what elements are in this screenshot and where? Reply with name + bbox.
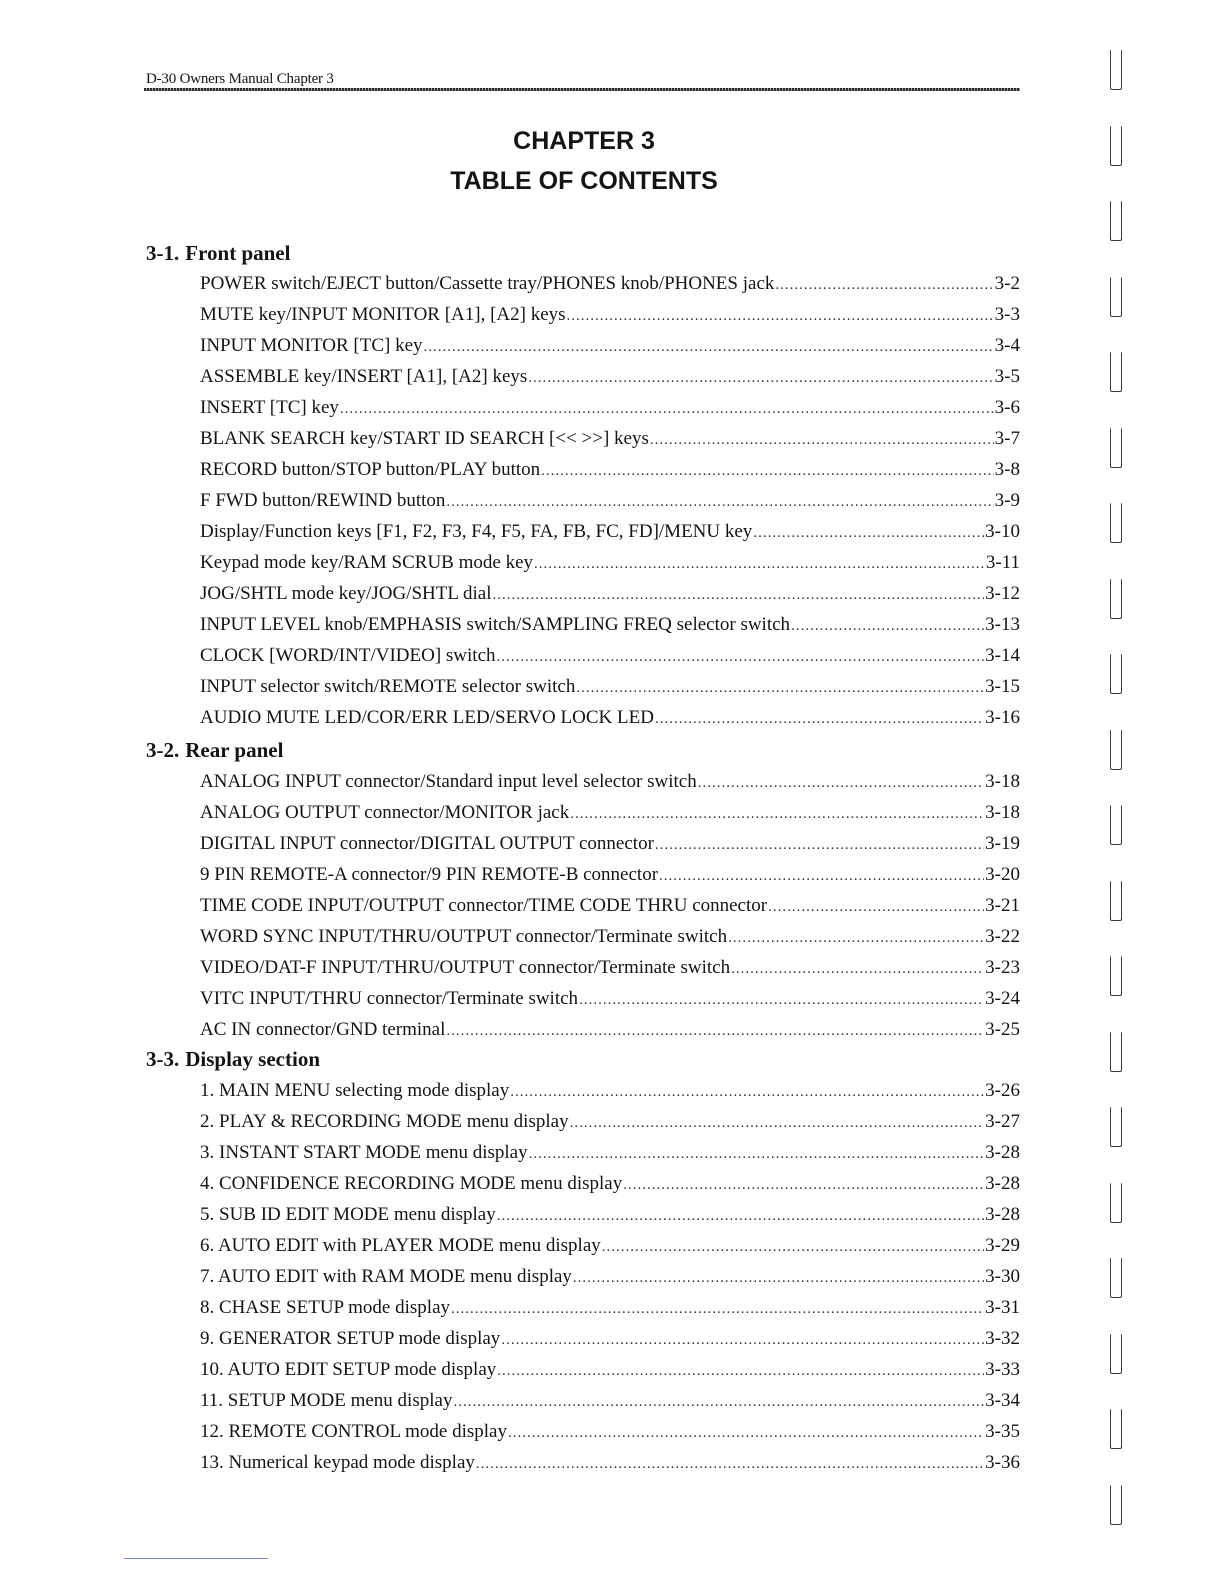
binder-hole bbox=[1110, 1485, 1122, 1525]
toc-entry-title: AUDIO MUTE LED/COR/ERR LED/SERVO LOCK LED bbox=[200, 707, 654, 728]
toc-entry-page: 3-25 bbox=[985, 1019, 1020, 1040]
section-title: Rear panel bbox=[185, 738, 284, 762]
binder-hole bbox=[1110, 352, 1122, 392]
binder-hole bbox=[1110, 1183, 1122, 1223]
toc-entry-title: F FWD button/REWIND button bbox=[200, 490, 446, 511]
chapter-title: CHAPTER 3 bbox=[513, 127, 655, 155]
toc-entry-page: 3-21 bbox=[985, 895, 1020, 916]
dot-leader bbox=[501, 1332, 984, 1349]
toc-entry-page: 3-22 bbox=[985, 926, 1020, 947]
toc-entry-title: ANALOG OUTPUT connector/MONITOR jack bbox=[200, 802, 570, 823]
toc-entry-page: 3-6 bbox=[994, 397, 1020, 418]
dot-leader bbox=[476, 1456, 984, 1473]
toc-entry[interactable] bbox=[200, 1421, 1020, 1445]
toc-entry-page: 3-26 bbox=[985, 1080, 1020, 1101]
toc-entry[interactable] bbox=[200, 1235, 1020, 1259]
dot-leader bbox=[453, 1394, 984, 1411]
toc-entry[interactable] bbox=[200, 802, 1020, 826]
toc-entry[interactable] bbox=[200, 1173, 1020, 1197]
binder-hole bbox=[1110, 1409, 1122, 1449]
toc-entry[interactable] bbox=[200, 1452, 1020, 1476]
toc-entry-title: Display/Function keys [F1, F2, F3, F4, F5, FA, FB, FC, FD]/MENU key bbox=[200, 521, 753, 542]
toc-entry-page: 3-31 bbox=[985, 1297, 1020, 1318]
dot-leader bbox=[768, 899, 984, 916]
toc-entry-page: 3-24 bbox=[985, 988, 1020, 1009]
toc-entry[interactable] bbox=[200, 833, 1020, 857]
toc-entry-page: 3-33 bbox=[985, 1359, 1020, 1380]
dot-leader bbox=[534, 556, 985, 573]
toc-entry-page: 3-3 bbox=[994, 304, 1020, 325]
dot-leader bbox=[529, 1146, 985, 1163]
toc-entry-title: 4. CONFIDENCE RECORDING MODE menu display bbox=[200, 1173, 623, 1194]
dot-leader bbox=[659, 868, 984, 885]
toc-entry[interactable] bbox=[200, 490, 1020, 514]
binder-hole bbox=[1110, 1032, 1122, 1072]
binder-hole bbox=[1110, 730, 1122, 770]
toc-entry-page: 3-28 bbox=[985, 1204, 1020, 1225]
dot-leader bbox=[573, 1270, 984, 1287]
toc-entry-page: 3-8 bbox=[994, 459, 1020, 480]
toc-entry-page: 3-13 bbox=[985, 614, 1020, 635]
toc-entry[interactable] bbox=[200, 366, 1020, 390]
toc-entry-title: INSERT [TC] key bbox=[200, 397, 339, 418]
toc-entry-page: 3-36 bbox=[985, 1452, 1020, 1473]
toc-entry-title: INPUT selector switch/REMOTE selector switch bbox=[200, 676, 576, 697]
dot-leader bbox=[424, 339, 994, 356]
toc-entry[interactable] bbox=[200, 459, 1020, 483]
toc-entry-page: 3-15 bbox=[985, 676, 1020, 697]
toc-entry-page: 3-28 bbox=[985, 1173, 1020, 1194]
dot-leader bbox=[446, 1023, 984, 1040]
toc-entry-title: WORD SYNC INPUT/THRU/OUTPUT connector/Terminate switch bbox=[200, 926, 728, 947]
dot-leader bbox=[579, 992, 984, 1009]
toc-entry-page: 3-18 bbox=[985, 771, 1020, 792]
section-heading bbox=[146, 738, 283, 763]
binder-hole bbox=[1110, 654, 1122, 694]
dot-leader bbox=[528, 370, 993, 387]
binder-hole bbox=[1110, 1334, 1122, 1374]
toc-entry-title: ASSEMBLE key/INSERT [A1], [A2] keys bbox=[200, 366, 528, 387]
binder-hole bbox=[1110, 277, 1122, 317]
toc-entry[interactable] bbox=[200, 1390, 1020, 1414]
header-rule bbox=[144, 88, 1020, 91]
section-number: 3-1. bbox=[146, 241, 180, 265]
dot-leader bbox=[508, 1425, 984, 1442]
dot-leader bbox=[650, 432, 994, 449]
toc-entry-page: 3-19 bbox=[985, 833, 1020, 854]
toc-entry-page: 3-4 bbox=[994, 335, 1020, 356]
toc-entry-page: 3-30 bbox=[985, 1266, 1020, 1287]
toc-entry-title: 8. CHASE SETUP mode display bbox=[200, 1297, 450, 1318]
binder-hole bbox=[1110, 503, 1122, 543]
toc-entry[interactable] bbox=[200, 304, 1020, 328]
dot-leader bbox=[791, 618, 984, 635]
footer-rule bbox=[124, 1558, 268, 1559]
toc-entry[interactable] bbox=[200, 926, 1020, 950]
section-heading bbox=[146, 1047, 320, 1072]
dot-leader bbox=[775, 277, 993, 294]
toc-entry-title: DIGITAL INPUT connector/DIGITAL OUTPUT connector bbox=[200, 833, 654, 854]
toc-entry[interactable] bbox=[200, 428, 1020, 452]
toc-entry-title: VIDEO/DAT-F INPUT/THRU/OUTPUT connector/Terminate switch bbox=[200, 957, 731, 978]
toc-entry-page: 3-11 bbox=[985, 552, 1020, 573]
toc-entry-title: 9 PIN REMOTE-A connector/9 PIN REMOTE-B connector bbox=[200, 864, 659, 885]
binder-holes bbox=[1106, 40, 1130, 1530]
dot-leader bbox=[698, 775, 984, 792]
toc-entry-title: RECORD button/STOP button/PLAY button bbox=[200, 459, 541, 480]
toc-entry-title: BLANK SEARCH key/START ID SEARCH [<< >>] keys bbox=[200, 428, 649, 449]
binder-hole bbox=[1110, 126, 1122, 166]
toc-entry-title: 10. AUTO EDIT SETUP mode display bbox=[200, 1359, 497, 1380]
toc-entry[interactable] bbox=[200, 552, 1020, 576]
dot-leader bbox=[497, 1363, 984, 1380]
toc-entry[interactable] bbox=[200, 771, 1020, 795]
toc-entry-title: TIME CODE INPUT/OUTPUT connector/TIME CODE THRU connector bbox=[200, 895, 768, 916]
toc-entry-title: MUTE key/INPUT MONITOR [A1], [A2] keys bbox=[200, 304, 566, 325]
dot-leader bbox=[497, 1208, 984, 1225]
binder-hole bbox=[1110, 881, 1122, 921]
dot-leader bbox=[602, 1239, 984, 1256]
binder-hole bbox=[1110, 579, 1122, 619]
toc-entry-page: 3-9 bbox=[994, 490, 1020, 511]
toc-entry[interactable] bbox=[200, 1297, 1020, 1321]
toc-entry-title: 5. SUB ID EDIT MODE menu display bbox=[200, 1204, 496, 1225]
binder-hole bbox=[1110, 1107, 1122, 1147]
toc-entry[interactable] bbox=[200, 273, 1020, 297]
toc-entry-title: AC IN connector/GND terminal bbox=[200, 1019, 446, 1040]
toc-entry-title: 3. INSTANT START MODE menu display bbox=[200, 1142, 528, 1163]
toc-entry-title: 2. PLAY & RECORDING MODE menu display bbox=[200, 1111, 569, 1132]
toc-entry-title: 6. AUTO EDIT with PLAYER MODE menu display bbox=[200, 1235, 601, 1256]
toc-entry[interactable] bbox=[200, 1142, 1020, 1166]
toc-entry[interactable] bbox=[200, 614, 1020, 638]
toc-entry[interactable] bbox=[200, 1359, 1020, 1383]
toc-entry[interactable] bbox=[200, 521, 1020, 545]
toc-entry-page: 3-34 bbox=[985, 1390, 1020, 1411]
toc-title: TABLE OF CONTENTS bbox=[450, 167, 718, 195]
binder-hole bbox=[1110, 428, 1122, 468]
dot-leader bbox=[576, 680, 984, 697]
toc-entry-page: 3-32 bbox=[985, 1328, 1020, 1349]
binder-hole bbox=[1110, 956, 1122, 996]
toc-entry[interactable] bbox=[200, 1111, 1020, 1135]
toc-entry-page: 3-18 bbox=[985, 802, 1020, 823]
toc-entry-title: Keypad mode key/RAM SCRUB mode key bbox=[200, 552, 534, 573]
toc-entry-page: 3-5 bbox=[994, 366, 1020, 387]
section-title: Display section bbox=[185, 1047, 321, 1071]
binder-hole bbox=[1110, 201, 1122, 241]
toc-entry-page: 3-7 bbox=[994, 428, 1020, 449]
section-heading bbox=[146, 241, 290, 266]
toc-entry[interactable] bbox=[200, 335, 1020, 359]
toc-entry-page: 3-23 bbox=[985, 957, 1020, 978]
dot-leader bbox=[753, 525, 984, 542]
binder-hole bbox=[1110, 805, 1122, 845]
toc-entry[interactable] bbox=[200, 707, 1020, 731]
dot-leader bbox=[446, 494, 993, 511]
binder-hole bbox=[1110, 50, 1122, 90]
toc-entry-page: 3-14 bbox=[985, 645, 1020, 666]
dot-leader bbox=[451, 1301, 984, 1318]
toc-entry-title: 13. Numerical keypad mode display bbox=[200, 1452, 475, 1473]
toc-entry[interactable] bbox=[200, 645, 1020, 669]
toc-entry-title: 1. MAIN MENU selecting mode display bbox=[200, 1080, 510, 1101]
toc-entry-page: 3-20 bbox=[985, 864, 1020, 885]
toc-entry-page: 3-35 bbox=[985, 1421, 1020, 1442]
toc-entry-title: JOG/SHTL mode key/JOG/SHTL dial bbox=[200, 583, 492, 604]
toc-entry[interactable] bbox=[200, 957, 1020, 981]
toc-entry[interactable] bbox=[200, 1080, 1020, 1104]
dot-leader bbox=[570, 806, 984, 823]
toc-entry[interactable] bbox=[200, 1266, 1020, 1290]
dot-leader bbox=[623, 1177, 984, 1194]
toc-entry-title: POWER switch/EJECT button/Cassette tray/PHONES knob/PHONES jack bbox=[200, 273, 775, 294]
binder-hole bbox=[1110, 1258, 1122, 1298]
toc-entry-title: ANALOG INPUT connector/Standard input level selector switch bbox=[200, 771, 697, 792]
running-header: D-30 Owners Manual Chapter 3 bbox=[146, 71, 334, 87]
toc-entry[interactable] bbox=[200, 1204, 1020, 1228]
toc-entry[interactable] bbox=[200, 895, 1020, 919]
toc-entry[interactable] bbox=[200, 1019, 1020, 1043]
dot-leader bbox=[510, 1084, 984, 1101]
section-number: 3-2. bbox=[146, 738, 180, 762]
toc-entry[interactable] bbox=[200, 1328, 1020, 1352]
dot-leader bbox=[570, 1115, 985, 1132]
toc-entry-title: INPUT LEVEL knob/EMPHASIS switch/SAMPLING FREQ selector switch bbox=[200, 614, 791, 635]
toc-entry-title: 7. AUTO EDIT with RAM MODE menu display bbox=[200, 1266, 572, 1287]
dot-leader bbox=[541, 463, 994, 480]
toc-entry[interactable] bbox=[200, 864, 1020, 888]
toc-entry-page: 3-12 bbox=[985, 583, 1020, 604]
toc-entry[interactable] bbox=[200, 397, 1020, 421]
toc-entry-page: 3-16 bbox=[985, 707, 1020, 728]
section-number: 3-3. bbox=[146, 1047, 180, 1071]
dot-leader bbox=[497, 649, 985, 666]
toc-entry-page: 3-29 bbox=[985, 1235, 1020, 1256]
toc-entry[interactable] bbox=[200, 988, 1020, 1012]
toc-entry-page: 3-10 bbox=[985, 521, 1020, 542]
toc-entry-page: 3-28 bbox=[985, 1142, 1020, 1163]
toc-entry-page: 3-27 bbox=[985, 1111, 1020, 1132]
toc-entry-title: 12. REMOTE CONTROL mode display bbox=[200, 1421, 507, 1442]
dot-leader bbox=[731, 961, 984, 978]
toc-entry-title: INPUT MONITOR [TC] key bbox=[200, 335, 423, 356]
section-title: Front panel bbox=[185, 241, 291, 265]
dot-leader bbox=[728, 930, 984, 947]
dot-leader bbox=[655, 837, 984, 854]
toc-entry-title: 9. GENERATOR SETUP mode display bbox=[200, 1328, 501, 1349]
dot-leader bbox=[493, 587, 985, 604]
dot-leader bbox=[567, 308, 994, 325]
toc-entry[interactable] bbox=[200, 676, 1020, 700]
toc-entry-title: VITC INPUT/THRU connector/Terminate switch bbox=[200, 988, 579, 1009]
dot-leader bbox=[655, 711, 984, 728]
toc-entry-title: 11. SETUP MODE menu display bbox=[200, 1390, 453, 1411]
toc-entry-title: CLOCK [WORD/INT/VIDEO] switch bbox=[200, 645, 496, 666]
toc-entry-page: 3-2 bbox=[994, 273, 1020, 294]
dot-leader bbox=[340, 401, 994, 418]
toc-entry[interactable] bbox=[200, 583, 1020, 607]
